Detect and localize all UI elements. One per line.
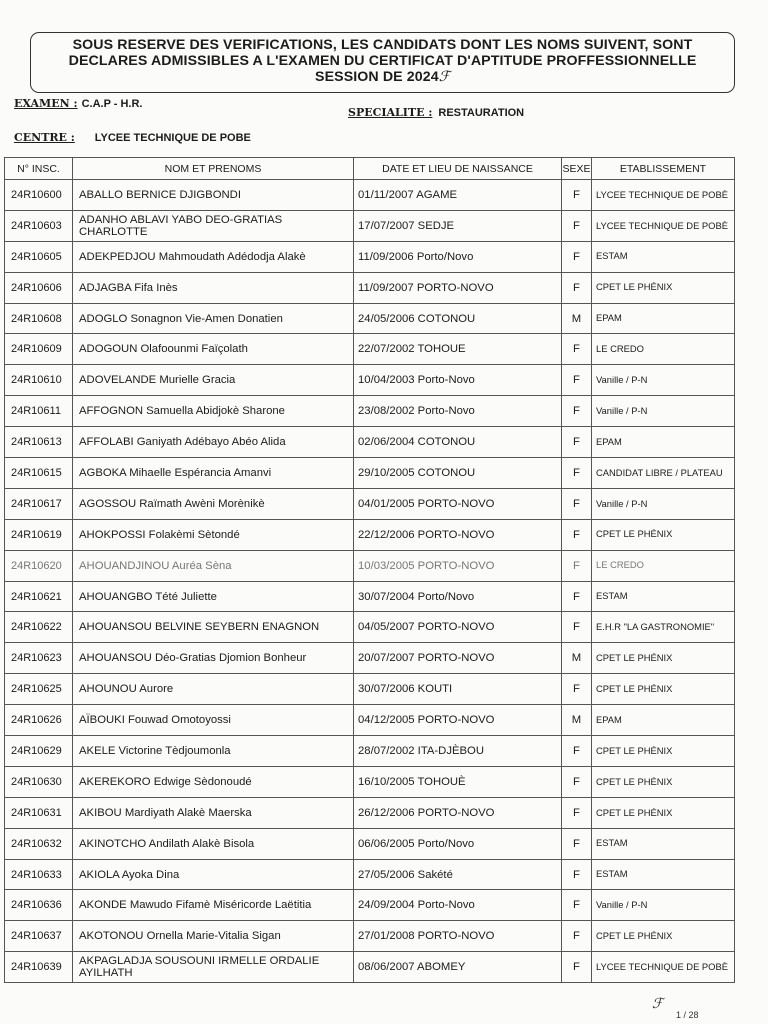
cell-full-name: AKIOLA Ayoka Dina: [73, 859, 354, 890]
cell-establishment: CPET LE PHÉNIX: [592, 921, 735, 952]
candidates-table: [4, 157, 735, 983]
cell-sex: F: [562, 210, 592, 241]
cell-full-name: ADJAGBA Fifa Inès: [73, 272, 354, 303]
cell-sex: F: [562, 797, 592, 828]
cell-registration-number: 24R10606: [5, 272, 73, 303]
cell-full-name: ADEKPEDJOU Mahmoudath Adédodja Alakè: [73, 241, 354, 272]
cell-birth-date-place: 26/12/2006 PORTO-NOVO: [354, 797, 562, 828]
table-row: [5, 859, 735, 890]
cell-registration-number: 24R10625: [5, 674, 73, 705]
notice-line-2: DECLARES ADMISSIBLES A L'EXAMEN DU CERTIFICAT D'APTITUDE PROFFESSIONNELLE: [68, 53, 697, 69]
cell-establishment: CANDIDAT LIBRE / PLATEAU: [592, 458, 735, 489]
exam-field: [14, 97, 143, 110]
cell-sex: F: [562, 365, 592, 396]
cell-sex: F: [562, 674, 592, 705]
cell-registration-number: 24R10603: [5, 210, 73, 241]
table-row: [5, 797, 735, 828]
table-row: [5, 210, 735, 241]
cell-registration-number: 24R10621: [5, 581, 73, 612]
table-row: [5, 427, 735, 458]
cell-full-name: ABALLO BERNICE DJIGBONDI: [73, 180, 354, 211]
table-row: [5, 488, 735, 519]
cell-sex: F: [562, 890, 592, 921]
cell-establishment: CPET LE PHÉNIX: [592, 272, 735, 303]
cell-birth-date-place: 04/05/2007 PORTO-NOVO: [354, 612, 562, 643]
cell-establishment: ESTAM: [592, 828, 735, 859]
cell-registration-number: 24R10622: [5, 612, 73, 643]
cell-establishment: LYCEE TECHNIQUE DE POBÈ: [592, 210, 735, 241]
cell-registration-number: 24R10631: [5, 797, 73, 828]
cell-sex: F: [562, 766, 592, 797]
cell-birth-date-place: 04/12/2005 PORTO-NOVO: [354, 705, 562, 736]
cell-birth-date-place: 27/01/2008 PORTO-NOVO: [354, 921, 562, 952]
cell-birth-date-place: 24/05/2006 COTONOU: [354, 303, 562, 334]
cell-birth-date-place: 10/04/2003 Porto-Novo: [354, 365, 562, 396]
table-row: [5, 458, 735, 489]
notice-line-3: [31, 69, 734, 85]
table-row: [5, 736, 735, 767]
cell-establishment: EPAM: [592, 427, 735, 458]
centre-value: LYCEE TECHNIQUE DE POBE: [94, 132, 251, 144]
cell-establishment: LE CREDO: [592, 550, 735, 581]
cell-full-name: AKPAGLADJA SOUSOUNI IRMELLE ORDALIE AYILHATH: [73, 952, 354, 983]
table-body: [5, 180, 735, 983]
table-row: [5, 952, 735, 983]
cell-registration-number: 24R10623: [5, 643, 73, 674]
cell-sex: F: [562, 519, 592, 550]
cell-sex: F: [562, 952, 592, 983]
cell-establishment: Vanille / P-N: [592, 488, 735, 519]
cell-registration-number: 24R10619: [5, 519, 73, 550]
cell-establishment: ESTAM: [592, 241, 735, 272]
col-header-no: N° INSC.: [5, 158, 73, 180]
table-header-row: [5, 158, 735, 180]
cell-birth-date-place: 24/09/2004 Porto-Novo: [354, 890, 562, 921]
centre-field: [14, 131, 251, 144]
centre-label: CENTRE :: [14, 131, 75, 144]
cell-sex: F: [562, 334, 592, 365]
cell-birth-date-place: 06/06/2005 Porto/Novo: [354, 828, 562, 859]
cell-birth-date-place: 10/03/2005 PORTO-NOVO: [354, 550, 562, 581]
cell-sex: F: [562, 180, 592, 211]
cell-establishment: ESTAM: [592, 859, 735, 890]
cell-registration-number: 24R10633: [5, 859, 73, 890]
cell-registration-number: 24R10608: [5, 303, 73, 334]
table-row: [5, 241, 735, 272]
cell-establishment: Vanille / P-N: [592, 396, 735, 427]
cell-registration-number: 24R10610: [5, 365, 73, 396]
cell-full-name: AHOKPOSSI Folakèmi Sètondé: [73, 519, 354, 550]
cell-sex: F: [562, 488, 592, 519]
cell-sex: F: [562, 241, 592, 272]
cell-full-name: ADOGLO Sonagnon Vie-Amen Donatien: [73, 303, 354, 334]
cell-birth-date-place: 22/12/2006 PORTO-NOVO: [354, 519, 562, 550]
cell-establishment: Vanille / P-N: [592, 365, 735, 396]
cell-registration-number: 24R10629: [5, 736, 73, 767]
cell-full-name: AHOUNOU Aurore: [73, 674, 354, 705]
cell-sex: F: [562, 458, 592, 489]
cell-registration-number: 24R10617: [5, 488, 73, 519]
cell-establishment: ESTAM: [592, 581, 735, 612]
cell-full-name: AFFOLABI Ganiyath Adébayo Abéo Alida: [73, 427, 354, 458]
initial-mark: ℱ: [438, 69, 450, 85]
cell-registration-number: 24R10630: [5, 766, 73, 797]
table-row: [5, 612, 735, 643]
table-row: [5, 550, 735, 581]
cell-birth-date-place: 16/10/2005 TOHOUÈ: [354, 766, 562, 797]
cell-registration-number: 24R10632: [5, 828, 73, 859]
cell-full-name: AHOUANSOU BELVINE SEYBERN ENAGNON: [73, 612, 354, 643]
cell-establishment: CPET LE PHÉNIX: [592, 643, 735, 674]
cell-full-name: AGOSSOU Raïmath Awèni Morènikè: [73, 488, 354, 519]
cell-sex: F: [562, 859, 592, 890]
footer-initial-mark: ℱ: [652, 996, 664, 1012]
cell-birth-date-place: 23/08/2002 Porto-Novo: [354, 396, 562, 427]
table-row: [5, 272, 735, 303]
cell-full-name: AHOUANDJINOU Auréa Sèna: [73, 550, 354, 581]
cell-full-name: AKEREKORO Edwige Sèdonoudé: [73, 766, 354, 797]
cell-sex: F: [562, 396, 592, 427]
cell-birth-date-place: 28/07/2002 ITA-DJÈBOU: [354, 736, 562, 767]
table-row: [5, 303, 735, 334]
cell-birth-date-place: 11/09/2007 PORTO-NOVO: [354, 272, 562, 303]
cell-registration-number: 24R10611: [5, 396, 73, 427]
cell-birth-date-place: 22/07/2002 TOHOUE: [354, 334, 562, 365]
cell-birth-date-place: 20/07/2007 PORTO-NOVO: [354, 643, 562, 674]
cell-registration-number: 24R10620: [5, 550, 73, 581]
cell-full-name: AKONDE Mawudo Fifamè Miséricorde Laëtitia: [73, 890, 354, 921]
cell-full-name: AKINOTCHO Andilath Alakè Bisola: [73, 828, 354, 859]
cell-full-name: AHOUANGBO Tété Juliette: [73, 581, 354, 612]
cell-full-name: ADOVELANDE Murielle Gracia: [73, 365, 354, 396]
cell-establishment: Vanille / P-N: [592, 890, 735, 921]
admission-notice-box: [30, 32, 735, 93]
cell-birth-date-place: 17/07/2007 SEDJE: [354, 210, 562, 241]
cell-full-name: AKOTONOU Ornella Marie-Vitalia Sigan: [73, 921, 354, 952]
col-header-name: NOM ET PRENOMS: [73, 158, 354, 180]
cell-establishment: LE CREDO: [592, 334, 735, 365]
cell-full-name: AÏBOUKI Fouwad Omotoyossi: [73, 705, 354, 736]
cell-birth-date-place: 30/07/2006 KOUTI: [354, 674, 562, 705]
cell-birth-date-place: 30/07/2004 Porto/Novo: [354, 581, 562, 612]
table-row: [5, 365, 735, 396]
cell-full-name: AGBOKA Mihaelle Espérancia Amanvi: [73, 458, 354, 489]
table-row: [5, 828, 735, 859]
cell-registration-number: 24R10639: [5, 952, 73, 983]
cell-establishment: CPET LE PHÉNIX: [592, 766, 735, 797]
table-row: [5, 396, 735, 427]
notice-line-1: SOUS RESERVE DES VERIFICATIONS, LES CANDIDATS DONT LES NOMS SUIVENT, SONT: [72, 37, 693, 53]
session-text: SESSION DE 2024: [315, 69, 439, 85]
specialite-label: SPECIALITE :: [348, 106, 433, 119]
col-header-dob: DATE ET LIEU DE NAISSANCE: [354, 158, 562, 180]
cell-sex: F: [562, 612, 592, 643]
cell-registration-number: 24R10605: [5, 241, 73, 272]
cell-birth-date-place: 08/06/2007 ABOMEY: [354, 952, 562, 983]
cell-establishment: CPET LE PHÉNIX: [592, 736, 735, 767]
cell-establishment: CPET LE PHÉNIX: [592, 519, 735, 550]
cell-registration-number: 24R10600: [5, 180, 73, 211]
cell-birth-date-place: 27/05/2006 Sakété: [354, 859, 562, 890]
cell-registration-number: 24R10609: [5, 334, 73, 365]
cell-establishment: CPET LE PHÉNIX: [592, 797, 735, 828]
cell-full-name: ADOGOUN Olafoounmi Faïçolath: [73, 334, 354, 365]
cell-registration-number: 24R10626: [5, 705, 73, 736]
cell-birth-date-place: 11/09/2006 Porto/Novo: [354, 241, 562, 272]
col-header-etab: ETABLISSEMENT: [592, 158, 735, 180]
table-row: [5, 334, 735, 365]
cell-registration-number: 24R10615: [5, 458, 73, 489]
table-row: [5, 180, 735, 211]
table-row: [5, 674, 735, 705]
cell-establishment: LYCEE TECHNIQUE DE POBÈ: [592, 952, 735, 983]
cell-registration-number: 24R10613: [5, 427, 73, 458]
table-row: [5, 921, 735, 952]
cell-birth-date-place: 04/01/2005 PORTO-NOVO: [354, 488, 562, 519]
cell-sex: F: [562, 828, 592, 859]
cell-birth-date-place: 01/11/2007 AGAME: [354, 180, 562, 211]
exam-label: EXAMEN :: [14, 97, 78, 110]
cell-sex: M: [562, 705, 592, 736]
specialite-value: RESTAURATION: [438, 107, 525, 119]
cell-establishment: CPET LE PHÉNIX: [592, 674, 735, 705]
cell-sex: F: [562, 427, 592, 458]
cell-sex: M: [562, 303, 592, 334]
specialite-field: [348, 106, 524, 119]
cell-birth-date-place: 02/06/2004 COTONOU: [354, 427, 562, 458]
cell-establishment: EPAM: [592, 303, 735, 334]
cell-full-name: AKELE Victorine Tèdjoumonla: [73, 736, 354, 767]
page-number: 1 / 28: [676, 1010, 699, 1020]
cell-registration-number: 24R10637: [5, 921, 73, 952]
cell-full-name: ADANHO ABLAVI YABO DEO-GRATIAS CHARLOTTE: [73, 210, 354, 241]
cell-establishment: LYCEE TECHNIQUE DE POBÈ: [592, 180, 735, 211]
cell-full-name: AFFOGNON Samuella Abidjokè Sharone: [73, 396, 354, 427]
cell-sex: F: [562, 581, 592, 612]
cell-sex: F: [562, 550, 592, 581]
cell-full-name: AHOUANSOU Déo-Gratias Djomion Bonheur: [73, 643, 354, 674]
cell-establishment: E.H.R "LA GASTRONOMIE": [592, 612, 735, 643]
table-row: [5, 643, 735, 674]
exam-value: C.A.P - H.R.: [81, 98, 143, 110]
cell-full-name: AKIBOU Mardiyath Alakè Maerska: [73, 797, 354, 828]
cell-birth-date-place: 29/10/2005 COTONOU: [354, 458, 562, 489]
table-row: [5, 766, 735, 797]
cell-establishment: EPAM: [592, 705, 735, 736]
cell-sex: F: [562, 736, 592, 767]
cell-sex: M: [562, 643, 592, 674]
table-row: [5, 519, 735, 550]
cell-sex: F: [562, 272, 592, 303]
table-row: [5, 705, 735, 736]
cell-sex: F: [562, 921, 592, 952]
table-row: [5, 890, 735, 921]
cell-registration-number: 24R10636: [5, 890, 73, 921]
col-header-sex: SEXE: [562, 158, 592, 180]
table-row: [5, 581, 735, 612]
